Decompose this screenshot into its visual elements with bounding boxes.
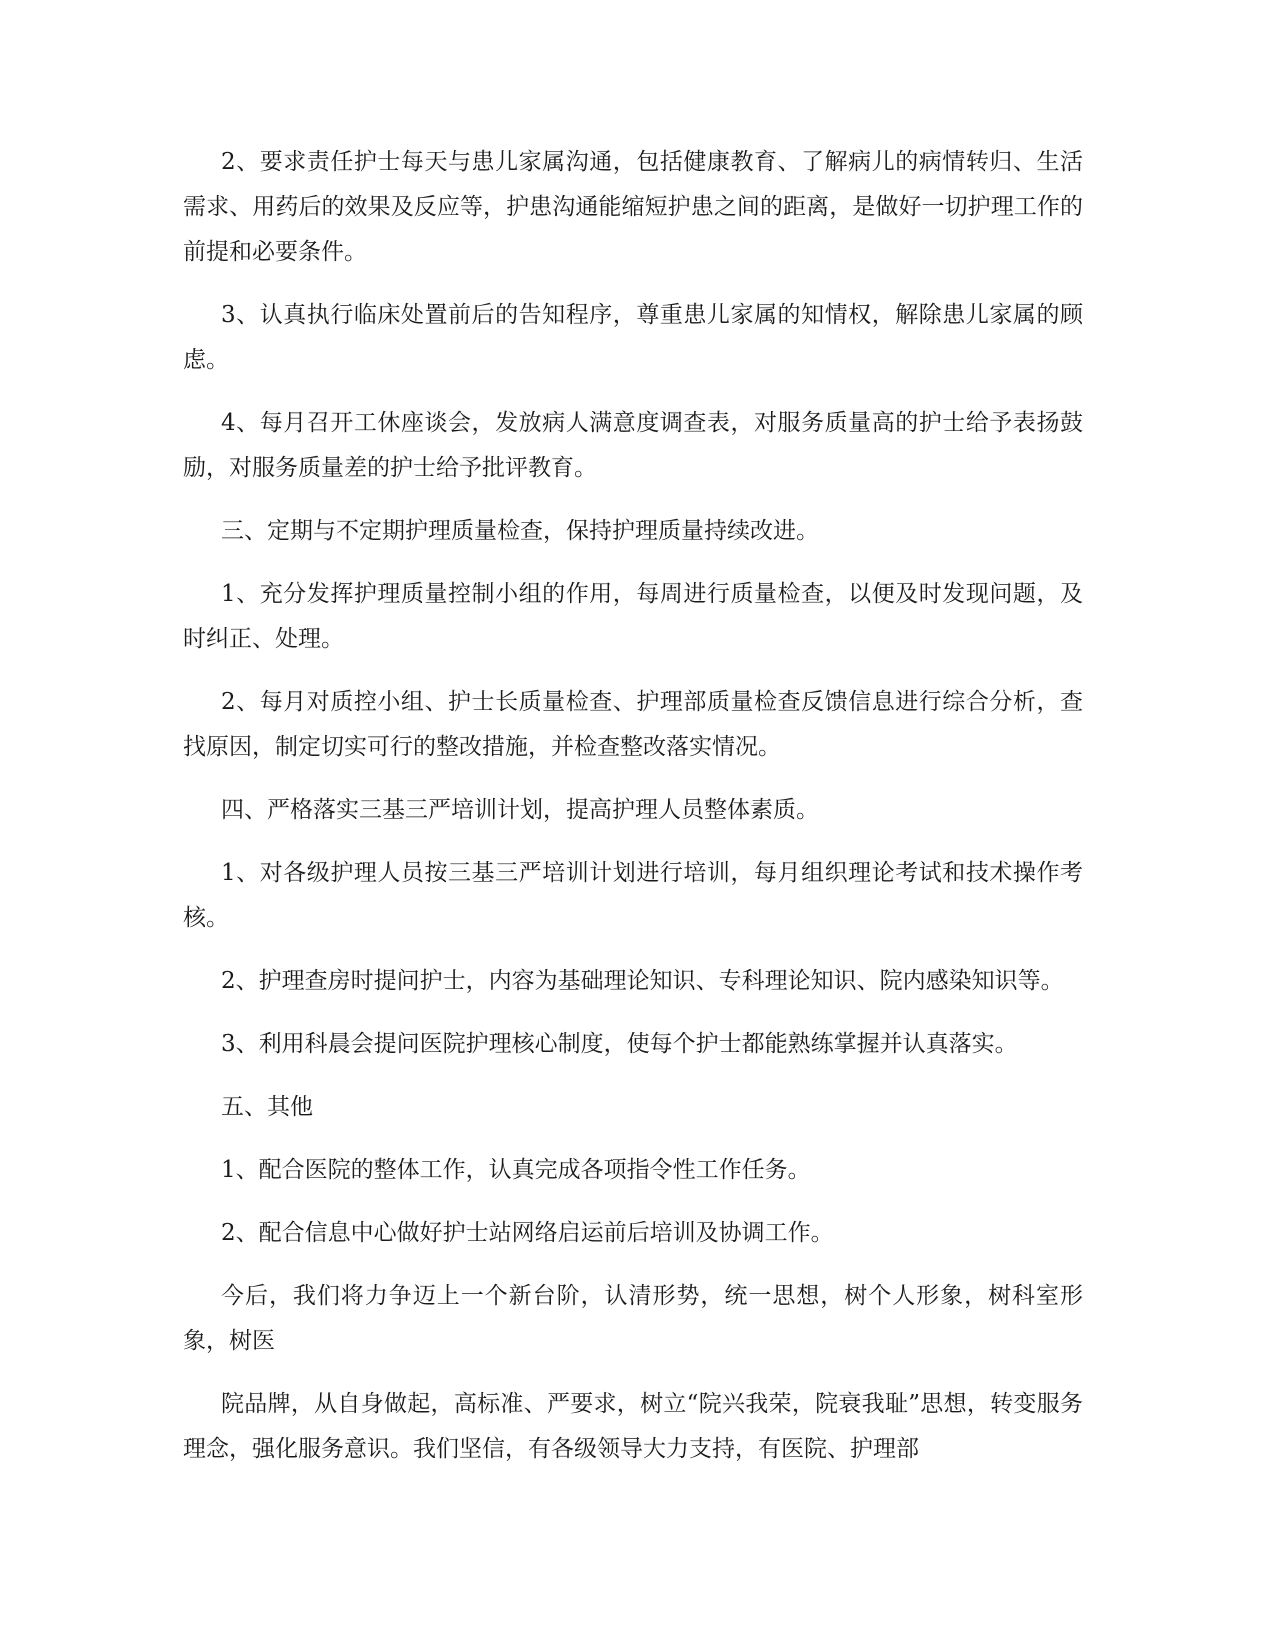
paragraph: 2、要求责任护士每天与患儿家属沟通，包括健康教育、了解病儿的病情转归、生活需求、用药后的效果及反应等，护患沟通能缩短护患之间的距离，是做好一切护理工作的前提和必要条件。 [183, 149, 1083, 265]
paragraph: 2、护理查房时提问护士，内容为基础理论知识、专科理论知识、院内感染知识等。 [221, 968, 1064, 994]
paragraph: 3、利用科晨会提问医院护理核心制度，使每个护士都能熟练掌握并认真落实。 [221, 1031, 1018, 1057]
paragraph: 2、配合信息中心做好护士站网络启运前后培训及协调工作。 [221, 1220, 834, 1246]
section-heading: 三、定期与不定期护理质量检查，保持护理质量持续改进。 [221, 518, 819, 544]
paragraph: 2、每月对质控小组、护士长质量检查、护理部质量检查反馈信息进行综合分析，查找原因，制定切实可行的整改措施，并检查整改落实情况。 [183, 689, 1083, 760]
section-heading: 五、其他 [221, 1094, 313, 1120]
paragraph: 3、认真执行临床处置前后的告知程序，尊重患儿家属的知情权，解除患儿家属的顾虑。 [183, 302, 1083, 373]
paragraph: 4、每月召开工休座谈会，发放病人满意度调查表，对服务质量高的护士给予表扬鼓励，对服务质量差的护士给予批评教育。 [183, 410, 1083, 481]
paragraph: 院品牌，从自身做起，高标准、严要求，树立“院兴我荣，院衰我耻”思想，转变服务理念，强化服务意识。我们坚信，有各级领导大力支持，有医院、护理部 [183, 1391, 1083, 1462]
paragraph: 1、充分发挥护理质量控制小组的作用，每周进行质量检查，以便及时发现问题，及时纠正、处理。 [183, 581, 1083, 652]
paragraph: 今后，我们将力争迈上一个新台阶，认清形势，统一思想，树个人形象，树科室形象，树医 [183, 1283, 1083, 1354]
section-heading: 四、严格落实三基三严培训计划，提高护理人员整体素质。 [221, 797, 819, 823]
paragraph: 1、对各级护理人员按三基三严培训计划进行培训，每月组织理论考试和技术操作考核。 [183, 860, 1083, 931]
paragraph: 1、配合医院的整体工作，认真完成各项指令性工作任务。 [221, 1157, 811, 1183]
document-body [183, 140, 1083, 1490]
